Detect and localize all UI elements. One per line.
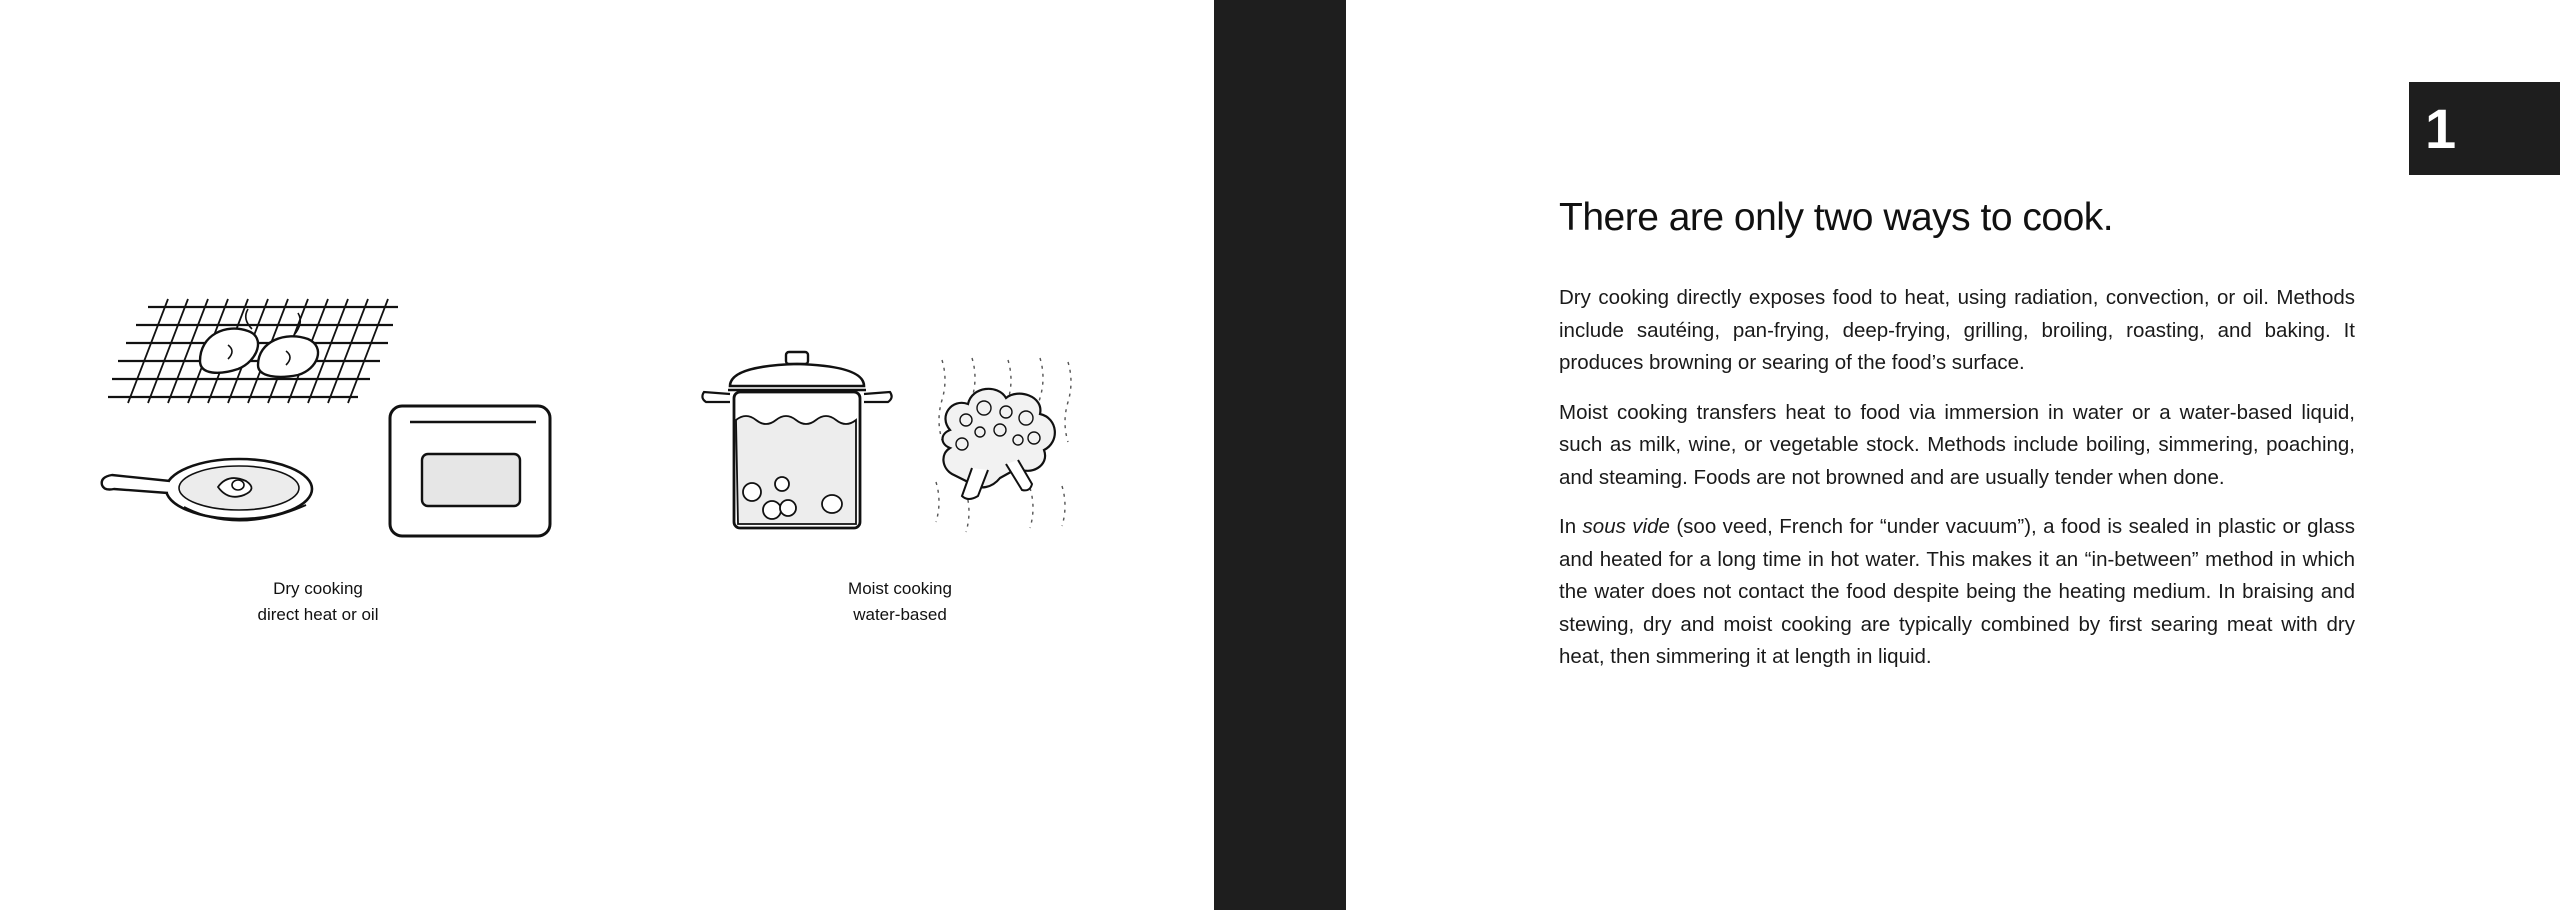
dry-cooking-caption: [188, 576, 448, 628]
steamed-broccoli-icon: [922, 356, 1082, 536]
page-title: There are only two ways to cook.: [1559, 196, 2114, 239]
sous-vide-rest: (soo veed, French for “under vacuum”), a food is sealed in plastic or glass and heated for a long time in hot water. This makes it an “in-between” method in which the water does not contact the food despite being the heating medium. In braising and stewing, dry and moist cooking are typically combined by first searing meat with dry heat, then simmering it at length in liquid.: [1559, 515, 2355, 668]
moist-cooking-caption: [770, 576, 1030, 628]
book-spine: [1214, 0, 1346, 910]
stockpot-icon: [700, 350, 895, 532]
paragraph-moist-cooking: Moist cooking transfers heat to food via immersion in water or a water-based liquid, such as milk, wine, or vegetable stock. Methods include boiling, simmering, poaching, and steaming. Foods are not browned and are usually tender when done.: [1559, 400, 2355, 489]
left-page: [0, 0, 1214, 910]
grill-icon: [108, 295, 408, 405]
moist-cooking-subtitle: water-based: [853, 605, 947, 624]
paragraph-sous-vide: [1559, 511, 2355, 674]
moist-cooking-title: Moist cooking: [848, 579, 952, 598]
dry-cooking-title: Dry cooking: [273, 579, 363, 598]
dry-cooking-subtitle: direct heat or oil: [257, 605, 379, 624]
paragraph-dry-cooking: Dry cooking directly exposes food to heat, using radiation, convection, or oil. Methods include sautéing, pan-frying, deep-frying, grilling, broiling, roasting, and baking. It produces browning or searing of the food’s surface.: [1559, 286, 2355, 374]
skillet-icon: [98, 455, 318, 530]
body-text: [1559, 282, 2355, 691]
sous-vide-term: sous vide: [1582, 515, 1670, 538]
chapter-number-tab: 1: [2409, 82, 2560, 175]
sous-vide-lead: In: [1559, 515, 1583, 538]
oven-icon: [386, 402, 556, 540]
